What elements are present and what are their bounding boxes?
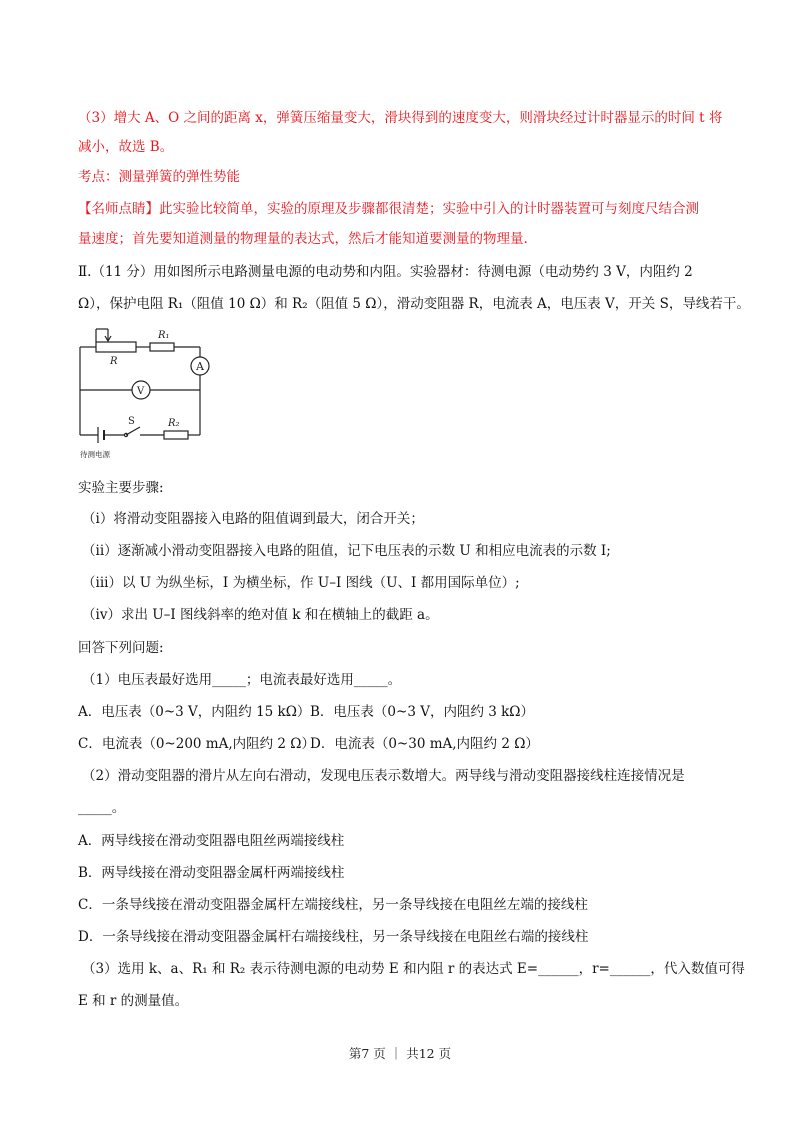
q2-option-d: D．一条导线接在滑动变阻器金属杆右端接线柱，另一条导线接在电阻丝右端的接线柱 <box>78 929 589 945</box>
step-4: （iv）求出 U–I 图线斜率的绝对值 k 和在横轴上的截距 a。 <box>82 607 439 623</box>
q1-option-c: C．电流表（0~200 mA,内阻约 2 Ω） <box>78 736 315 752</box>
rheostat-body <box>96 342 136 352</box>
problem-intro-2: Ω），保护电阻 R₁（阻值 10 Ω）和 R₂（阻值 5 Ω），滑动变阻器 R，电流表 A，电压表 V，开关 S，导线若干。 <box>78 296 750 312</box>
label-s: S <box>128 416 135 427</box>
q1-option-a: A．电压表（0~3 V，内阻约 15 kΩ） <box>78 704 311 720</box>
resistor-r2 <box>164 431 188 439</box>
problem-intro-1: Ⅱ.（11 分）用如图所示电路测量电源的电动势和内阻。实验器材：待测电源（电动势约 3 V，内阻约 2 <box>78 264 693 280</box>
question-2-line-1: （2）滑动变阻器的滑片从左向右滑动，发现电压表示数增大。两导线与滑动变阻器接线柱连接情况是 <box>82 768 685 784</box>
label-a: A <box>196 360 204 373</box>
step-1: （i）将滑动变阻器接入电路的阻值调到最大，闭合开关； <box>82 511 424 527</box>
label-r: R <box>110 356 118 367</box>
step-3: （iii）以 U 为纵坐标，I 为横坐标，作 U–I 图线（U、I 都用国际单位）; <box>82 575 520 591</box>
step-2: （ii）逐渐减小滑动变阻器接入电路的阻值，记下电压表的示数 U 和相应电流表的示数 I; <box>82 543 611 559</box>
label-source: 待测电源 <box>80 450 110 459</box>
switch-blade <box>126 427 140 435</box>
resistor-r1 <box>150 343 174 351</box>
q2-option-c: C．一条导线接在滑动变阻器金属杆左端接线柱，另一条导线接在电阻丝左端的接线柱 <box>78 897 588 913</box>
question-2-line-2: _____。 <box>78 800 126 816</box>
question-1: （1）电压表最好选用_____；电流表最好选用_____。 <box>82 672 402 688</box>
answer-title: 回答下列问题: <box>78 640 164 656</box>
steps-title: 实验主要步骤: <box>78 480 164 496</box>
page-footer: 第7 页 ｜ 共12 页 <box>348 1046 452 1061</box>
answer-line-1: （3）增大 A、O 之间的距离 x，弹簧压缩量变大，滑块得到的速度变大，则滑块经过计时器显示的时间 t 将 <box>78 110 723 126</box>
question-3-line-1: （3）选用 k、a、R₁ 和 R₂ 表示待测电源的电动势 E 和内阻 r 的表达式 E=______，r=______，代入数值可得 <box>82 961 745 977</box>
kaodian-label: 考点：测量弹簧的弹性势能 <box>78 169 240 185</box>
dianjing-line-2: 量速度；首先要知道测量的物理量的表达式，然后才能知道要测量的物理量. <box>78 231 528 247</box>
q2-option-a: A．两导线接在滑动变阻器电阻丝两端接线柱 <box>78 833 345 849</box>
label-v: V <box>137 386 145 397</box>
circuit-diagram <box>74 323 224 463</box>
answer-line-2: 减小，故选 B。 <box>78 139 174 155</box>
dianjing-line-1: 【名师点睛】此实验比较简单，实验的原理及步骤都很清楚；实验中引入的计时器装置可与刻度尺结合测 <box>78 201 699 217</box>
label-r1: R₁ <box>158 330 170 341</box>
question-3-line-2: E 和 r 的测量值。 <box>78 993 189 1009</box>
q1-option-d: D．电流表（0~30 mA,内阻约 2 Ω） <box>310 736 539 752</box>
q1-option-b: B．电压表（0~3 V，内阻约 3 kΩ） <box>310 704 534 720</box>
q2-option-b: B．两导线接在滑动变阻器金属杆两端接线柱 <box>78 865 345 881</box>
label-r2: R₂ <box>168 418 180 429</box>
